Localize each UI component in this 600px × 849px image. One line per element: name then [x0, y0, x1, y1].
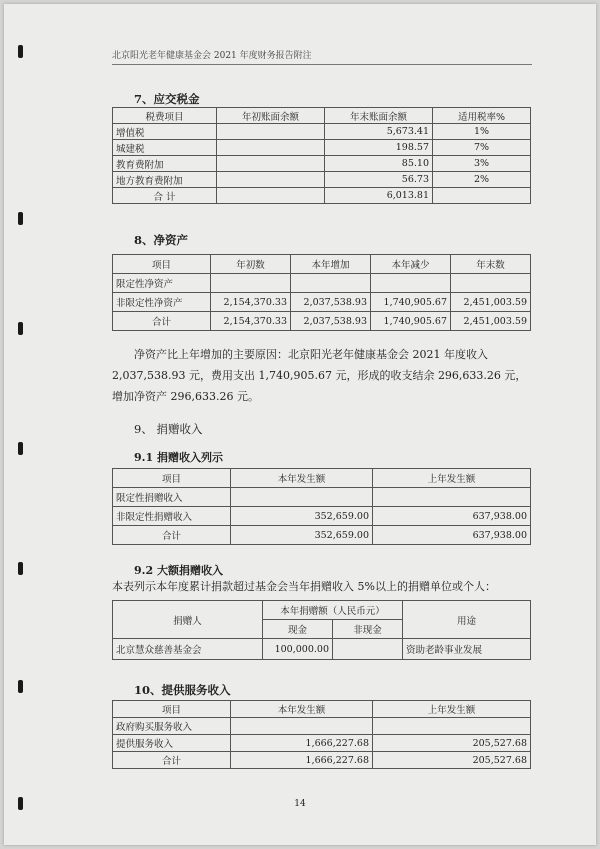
table-row	[113, 488, 531, 507]
cell: 637,938.00	[373, 526, 531, 545]
header-cell: 项目	[113, 469, 231, 488]
cell: 城建税	[113, 140, 217, 156]
cell: 198.57	[325, 140, 433, 156]
table-row	[113, 274, 531, 293]
cell: 2,154,370.33	[211, 293, 291, 312]
cell: 教育费附加	[113, 156, 217, 172]
cell: 2,154,370.33	[211, 312, 291, 331]
table-row	[113, 293, 531, 312]
section-title-net-assets: 8、净资产	[134, 233, 189, 247]
cell: 56.73	[325, 172, 433, 188]
cell: 1,666,227.68	[231, 752, 373, 769]
binder-hole	[18, 212, 23, 225]
cell: 合计	[113, 312, 211, 331]
header-cell: 年初账面余额	[217, 108, 325, 124]
cell: 北京慧众慈善基金会	[113, 639, 263, 660]
cell	[433, 188, 531, 204]
header-cell: 本年减少	[371, 255, 451, 274]
cell	[231, 718, 373, 735]
cell: 2,037,538.93	[291, 312, 371, 331]
table-total-row	[113, 188, 531, 204]
page-number: 14	[294, 799, 306, 809]
cell	[371, 274, 451, 293]
cell: 增值税	[113, 124, 217, 140]
header-cell: 适用税率%	[433, 108, 531, 124]
paragraph-line: 2,037,538.93 元，费用支出 1,740,905.67 元，形成的收支结余 296,633.26 元，	[112, 369, 527, 382]
net-assets-table	[112, 254, 531, 331]
cell	[217, 172, 325, 188]
header-cell: 用途	[403, 601, 531, 639]
table-row	[113, 735, 531, 752]
cell: 352,659.00	[231, 526, 373, 545]
cell: 6,013.81	[325, 188, 433, 204]
table-header-row	[113, 108, 531, 124]
table-total-row	[113, 526, 531, 545]
cell: 1,666,227.68	[231, 735, 373, 752]
header-cell: 现金	[263, 620, 333, 639]
cell	[373, 488, 531, 507]
header-cell: 非现金	[333, 620, 403, 639]
section-title-tax: 7、应交税金	[134, 92, 200, 106]
cell: 5,673.41	[325, 124, 433, 140]
cell: 非限定性净资产	[113, 293, 211, 312]
cell: 2,037,538.93	[291, 293, 371, 312]
document-page	[4, 4, 596, 845]
cell: 1,740,905.67	[371, 293, 451, 312]
cell: 1%	[433, 124, 531, 140]
cell: 政府购买服务收入	[113, 718, 231, 735]
table-header-row	[113, 601, 531, 620]
net-assets-paragraph	[112, 344, 530, 407]
table-row	[113, 718, 531, 735]
cell: 100,000.00	[263, 639, 333, 660]
cell	[217, 140, 325, 156]
cell: 3%	[433, 156, 531, 172]
binder-hole	[18, 442, 23, 455]
cell: 资助老龄事业发展	[403, 639, 531, 660]
header-cell: 本年捐赠额（人民币元）	[263, 601, 403, 620]
table-row	[113, 140, 531, 156]
cell	[291, 274, 371, 293]
header-cell: 项目	[113, 255, 211, 274]
cell	[217, 188, 325, 204]
header-cell: 本年发生额	[231, 701, 373, 718]
cell: 2,451,003.59	[451, 312, 531, 331]
cell: 205,527.68	[373, 752, 531, 769]
paragraph-line: 增加净资产 296,633.26 元。	[112, 390, 259, 403]
table-row	[113, 172, 531, 188]
cell: 2,451,003.59	[451, 293, 531, 312]
running-header: 北京阳光老年健康基金会 2021 年度财务报告附注	[112, 48, 532, 65]
cell: 85.10	[325, 156, 433, 172]
header-cell: 税费项目	[113, 108, 217, 124]
service-income-table	[112, 700, 531, 769]
cell: 637,938.00	[373, 507, 531, 526]
cell: 352,659.00	[231, 507, 373, 526]
header-cell: 项目	[113, 701, 231, 718]
cell	[217, 124, 325, 140]
cell	[373, 718, 531, 735]
cell: 合 计	[113, 188, 217, 204]
header-cell: 上年发生额	[373, 701, 531, 718]
table-total-row	[113, 752, 531, 769]
header-cell: 年末数	[451, 255, 531, 274]
cell	[231, 488, 373, 507]
tax-table	[112, 107, 531, 204]
table-header-row	[113, 701, 531, 718]
cell	[333, 639, 403, 660]
binder-hole	[18, 45, 23, 58]
header-cell: 年末账面余额	[325, 108, 433, 124]
cell: 限定性捐赠收入	[113, 488, 231, 507]
binder-hole	[18, 562, 23, 575]
cell	[217, 156, 325, 172]
cell: 提供服务收入	[113, 735, 231, 752]
table-row	[113, 124, 531, 140]
cell: 1,740,905.67	[371, 312, 451, 331]
large-donation-table	[112, 600, 531, 660]
header-cell: 捐赠人	[113, 601, 263, 639]
cell: 地方教育费附加	[113, 172, 217, 188]
binder-hole	[18, 680, 23, 693]
header-cell: 本年增加	[291, 255, 371, 274]
cell: 7%	[433, 140, 531, 156]
subsection-title-donation-list: 9.1 捐赠收入列示	[134, 451, 223, 464]
table-row	[113, 639, 531, 660]
subsection-title-large-donation: 9.2 大额捐赠收入	[134, 564, 223, 577]
cell: 2%	[433, 172, 531, 188]
large-donation-description: 本表列示本年度累计捐款超过基金会当年捐赠收入 5%以上的捐赠单位或个人：	[112, 580, 496, 593]
header-cell: 上年发生额	[373, 469, 531, 488]
table-header-row	[113, 255, 531, 274]
paragraph-line: 净资产比上年增加的主要原因：北京阳光老年健康基金会 2021 年度收入	[134, 348, 488, 361]
cell: 限定性净资产	[113, 274, 211, 293]
table-row	[113, 507, 531, 526]
section-title-donation: 9、 捐赠收入	[134, 422, 203, 436]
cell: 非限定性捐赠收入	[113, 507, 231, 526]
donation-table	[112, 468, 531, 545]
header-cell: 年初数	[211, 255, 291, 274]
binder-hole	[18, 322, 23, 335]
cell	[451, 274, 531, 293]
cell: 合计	[113, 526, 231, 545]
cell	[211, 274, 291, 293]
section-title-service-income: 10、提供服务收入	[134, 683, 231, 697]
table-row	[113, 156, 531, 172]
cell: 合计	[113, 752, 231, 769]
cell: 205,527.68	[373, 735, 531, 752]
table-header-row	[113, 469, 531, 488]
header-cell: 本年发生额	[231, 469, 373, 488]
table-total-row	[113, 312, 531, 331]
